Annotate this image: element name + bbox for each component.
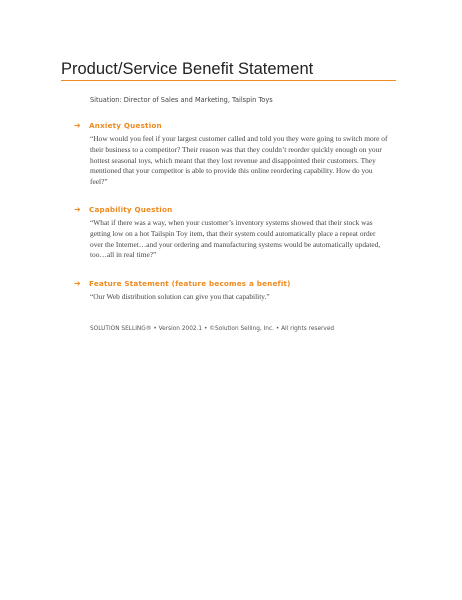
page-title: Product/Service Benefit Statement [61,60,314,78]
arrow-right-icon: ➔ [74,278,81,288]
arrow-right-icon: ➔ [74,204,81,214]
situation-line: Situation: Director of Sales and Marketing, Tailspin Toys [90,96,273,104]
capability-question-label: Capability Question [89,204,173,214]
copyright-footer: SOLUTION SELLING® • Version 2002.1 • ©Solution Selling, Inc. • All rights reserved [90,326,335,332]
feature-statement-text: “Our Web distribution solution can give you that capability.” [90,292,270,301]
feature-statement-label: Feature Statement (feature becomes a benefit) [89,278,291,288]
title-divider [61,80,396,81]
capability-question-heading [74,203,172,215]
feature-statement-heading [74,277,291,289]
anxiety-question-text: “How would you feel if your largest customer called and told you they were going to switch more of their business to a competitor? Their reason was that they couldn’t reorder quickly enough on your hottest seasonal toys, which meant that they lost revenue and disappointed their customers. They mentioned that your competitor is able to provide this online reordering capability. How do you feel?” [90,134,388,187]
arrow-right-icon: ➔ [74,120,81,130]
capability-question-text: “What if there was a way, when your customer’s inventory systems showed that their stock was getting low on a hot Tailspin Toy item, that their system could automatically place a repeat order over the Internet…and your ordering and manufacturing systems would be automatically updated, too…all in real time?” [90,218,381,260]
anxiety-question-label: Anxiety Question [89,120,162,130]
anxiety-question-heading [74,119,162,131]
